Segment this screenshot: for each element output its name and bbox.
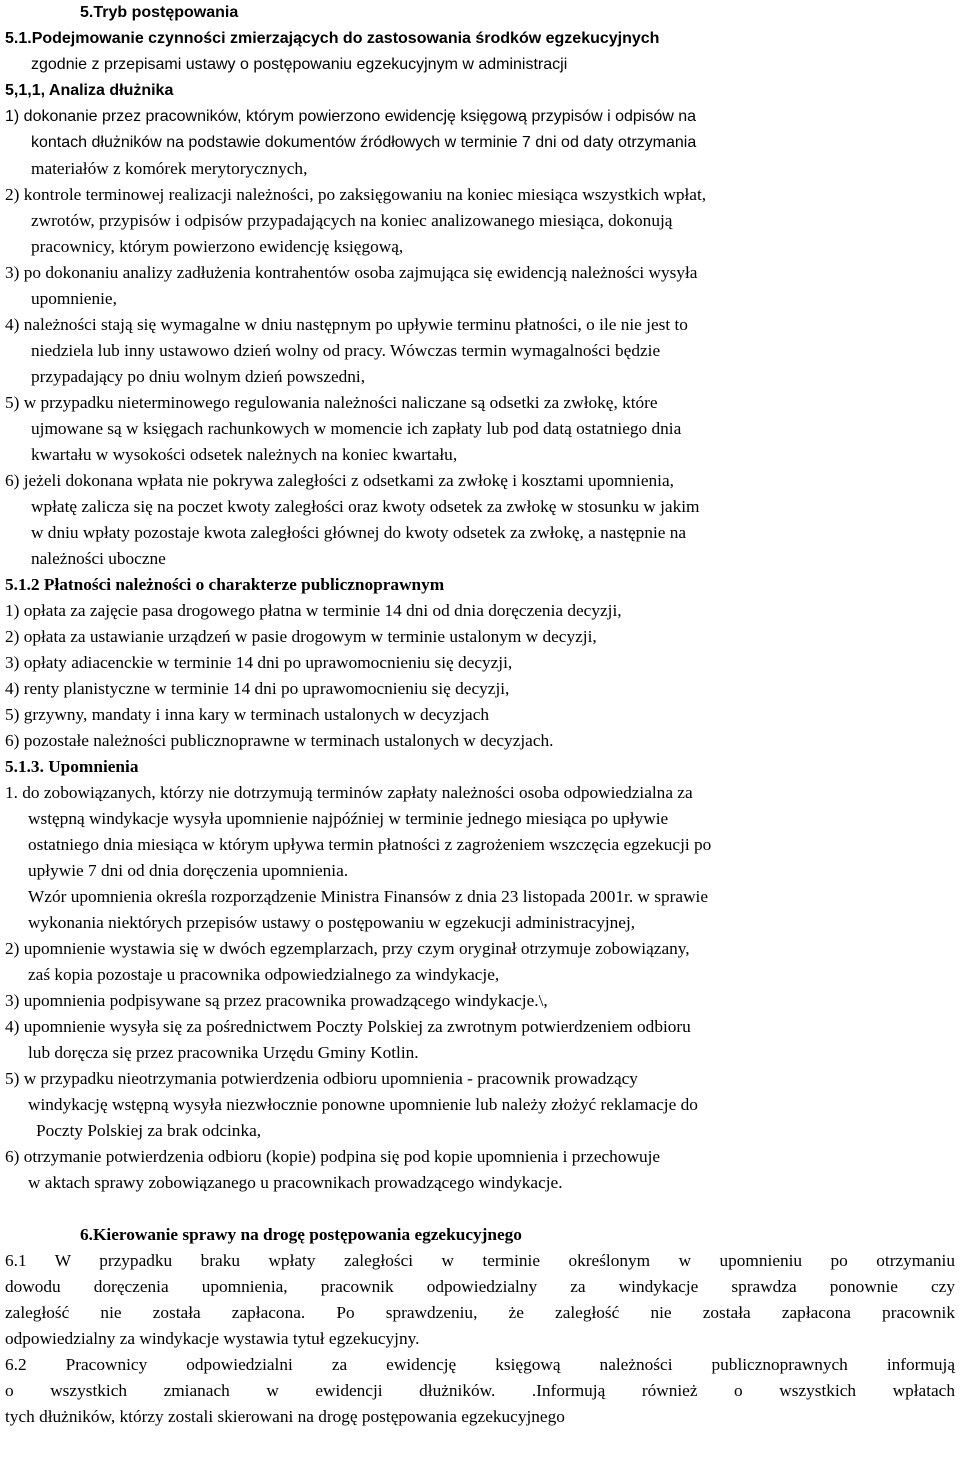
document-line: 2) opłata za ustawianie urządzeń w pasie drogowym w terminie ustalonym w decyzji, bbox=[5, 627, 597, 646]
document-line: w dniu wpłaty pozostaje kwota zaległości głównej do kwoty odsetek za zwłokę, a następnie na bbox=[31, 523, 687, 542]
document-line: o wszystkich zmianach w ewidencji dłużników. .Informują również o wszystkich wpłatach bbox=[5, 1381, 955, 1400]
document-line: Wzór upomnienia określa rozporządzenie Ministra Finansów z dnia 23 listopada 2001r. w sprawie bbox=[28, 887, 709, 906]
document-line: 6) pozostałe należności publicznoprawne w terminach ustalonych w decyzjach. bbox=[5, 731, 554, 750]
section-heading: 5.1.3. Upomnienia bbox=[5, 757, 139, 776]
document-line: dowodu doręczenia upomnienia, pracownik odpowiedzialny za windykacje sprawdza ponownie czy bbox=[5, 1277, 955, 1296]
document-line: ostatniego dnia miesiąca w którym upływa termin płatności z zagrożeniem wszczęcia egzekucji po bbox=[28, 835, 712, 854]
document-line: zgodnie z przepisami ustawy o postępowaniu egzekucyjnym w administracji bbox=[31, 56, 568, 73]
document-line: 4) renty planistyczne w terminie 14 dni po uprawomocnieniu się decyzji, bbox=[5, 679, 510, 698]
document-line: 5) w przypadku nieotrzymania potwierdzenia odbioru upomnienia - pracownik prowadzący bbox=[5, 1069, 638, 1088]
document-line: windykację wstępną wysyła niezwłocznie ponowne upomnienie lub należy złożyć reklamacje do bbox=[28, 1095, 698, 1114]
document-line: 2) kontrole terminowej realizacji należności, po zaksięgowaniu na koniec miesiąca wszystkich wpłat, bbox=[5, 185, 707, 204]
document-line: 5) w przypadku nieterminowego regulowania należności naliczane są odsetki za zwłokę, które bbox=[5, 393, 658, 412]
document-line: wstępną windykacje wysyła upomnienie najpóźniej w terminie jednego miesiąca po upływie bbox=[28, 809, 669, 828]
section-heading: 5.1.Podejmowanie czynności zmierzających do zastosowania środków egzekucyjnych bbox=[5, 30, 660, 47]
document-line: zwrotów, przypisów i odpisów przypadających na koniec analizowanego miesiąca, dokonują bbox=[31, 211, 673, 230]
document-line: 5) grzywny, mandaty i inna kary w terminach ustalonych w decyzjach bbox=[5, 705, 490, 724]
document-line: w aktach sprawy zobowiązanego u pracownikach prowadzącego windykacje. bbox=[28, 1173, 563, 1192]
document-line: upomnienie, bbox=[31, 289, 117, 308]
document-line: pracownicy, którym powierzono ewidencję księgową, bbox=[31, 237, 404, 256]
document-line: wpłatę zalicza się na poczet kwoty zaległości oraz kwoty odsetek za zwłokę w stosunku w jakim bbox=[31, 497, 700, 516]
document-line: Poczty Polskiej za brak odcinka, bbox=[36, 1121, 262, 1140]
document-line: lub doręcza się przez pracownika Urzędu Gminy Kotlin. bbox=[28, 1043, 419, 1062]
document-line: 3) opłaty adiacenckie w terminie 14 dni po uprawomocnieniu się decyzji, bbox=[5, 653, 513, 672]
document-line: zaległość nie została zapłacona. Po sprawdzeniu, że zaległość nie została zapłacona pracownik bbox=[5, 1303, 955, 1322]
document-line: 3) po dokonaniu analizy zadłużenia kontrahentów osoba zajmująca się ewidencją należności wysyła bbox=[5, 263, 698, 282]
document-line: tych dłużników, którzy zostali skierowani na drogę postępowania egzekucyjnego bbox=[5, 1407, 565, 1426]
document-line: 3) upomnienia podpisywane są przez pracownika prowadzącego windykacje.\, bbox=[5, 991, 548, 1010]
document-line: wykonania niektórych przepisów ustawy o postępowaniu w egzekucji administracyjnej, bbox=[28, 913, 636, 932]
document-line: kontach dłużników na podstawie dokumentów źródłowych w terminie 7 dni od daty otrzymania bbox=[31, 134, 697, 151]
document-line: należności uboczne bbox=[31, 549, 166, 568]
document-line: 6) jeżeli dokonana wpłata nie pokrywa zaległości z odsetkami za zwłokę i kosztami upomnienia, bbox=[5, 471, 674, 490]
document-line: niedziela lub inny ustawowo dzień wolny od pracy. Wówczas termin wymagalności będzie bbox=[31, 341, 661, 360]
document-line: kwartału w wysokości odsetek należnych na koniec kwartału, bbox=[31, 445, 458, 464]
document-line: 4) upomnienie wysyła się za pośrednictwem Poczty Polskiej za zwrotnym potwierdzeniem odbioru bbox=[5, 1017, 691, 1036]
document-line: 6) otrzymanie potwierdzenia odbioru (kopie) podpina się pod kopie upomnienia i przechowuje bbox=[5, 1147, 661, 1166]
section-heading: 6.Kierowanie sprawy na drogę postępowania egzekucyjnego bbox=[80, 1225, 522, 1244]
document-line: 1) dokonanie przez pracowników, którym powierzono ewidencję księgową przypisów i odpisów na bbox=[5, 108, 697, 125]
section-heading: 5.Tryb postępowania bbox=[80, 4, 239, 21]
document-line: 2) upomnienie wystawia się w dwóch egzemplarzach, przy czym oryginał otrzymuje zobowiązany, bbox=[5, 939, 690, 958]
document-line: 1. do zobowiązanych, którzy nie dotrzymują terminów zapłaty należności osoba odpowiedzialna za bbox=[5, 783, 693, 802]
document-line: 6.1 W przypadku braku wpłaty zaległości w terminie określonym w upomnieniu po otrzymaniu bbox=[5, 1251, 955, 1270]
document-line: upływie 7 dni od dnia doręczenia upomnienia. bbox=[28, 861, 349, 880]
document-line: 1) opłata za zajęcie pasa drogowego płatna w terminie 14 dni od dnia doręczenia decyzji, bbox=[5, 601, 622, 620]
document-line: materiałów z komórek merytorycznych, bbox=[31, 159, 308, 178]
document-line: zaś kopia pozostaje u pracownika odpowiedzialnego za windykacje, bbox=[28, 965, 500, 984]
document-line: odpowiedzialny za windykacje wystawia tytuł egzekucyjny. bbox=[5, 1329, 420, 1348]
document-line: 6.2 Pracownicy odpowiedzialni za ewidencję księgową należności publicznoprawnych informują bbox=[5, 1355, 955, 1374]
section-heading: 5,1,1, Analiza dłużnika bbox=[5, 82, 174, 99]
document-line: przypadający po dniu wolnym dzień powszedni, bbox=[31, 367, 366, 386]
document-line: ujmowane są w księgach rachunkowych w momencie ich zapłaty lub pod datą ostatniego dnia bbox=[31, 419, 682, 438]
document-line: 4) należności stają się wymagalne w dniu następnym po upływie terminu płatności, o ile nie jest to bbox=[5, 315, 688, 334]
section-heading: 5.1.2 Płatności należności o charakterze publicznoprawnym bbox=[5, 575, 445, 594]
